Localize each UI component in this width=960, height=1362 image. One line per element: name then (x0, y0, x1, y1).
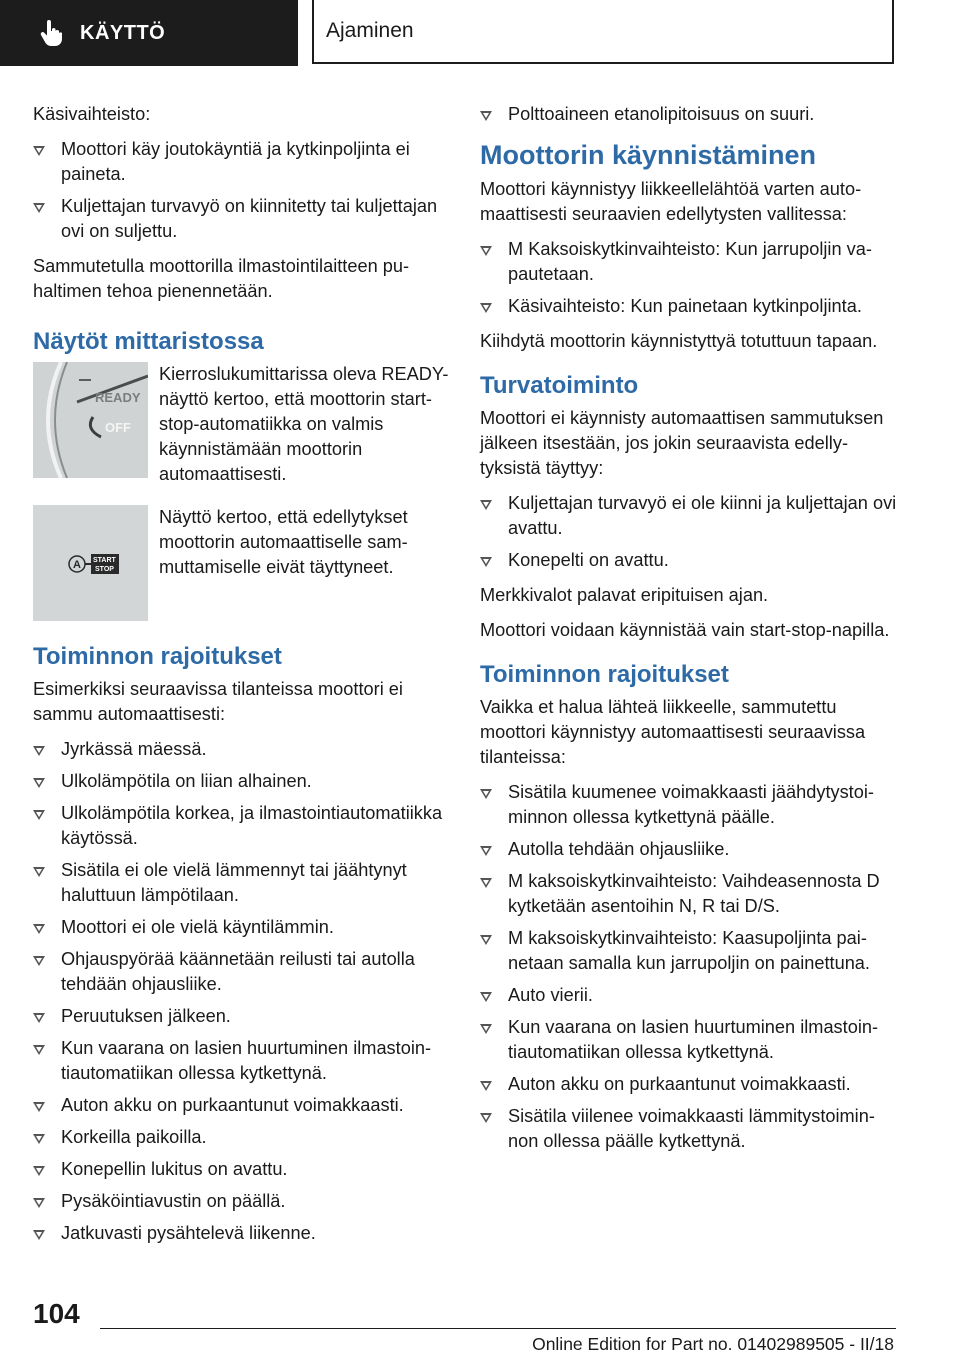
right-column (480, 102, 898, 1164)
list-item: M Kaksoiskytkinvaihteisto: Kun jarrupoljin vapautetaan. (480, 237, 898, 287)
heading-safety: Turvatoiminto (480, 372, 639, 399)
hand-pointer-icon (38, 20, 64, 46)
triangle-bullet-icon (480, 789, 492, 799)
triangle-bullet-icon (33, 146, 45, 156)
chapter-tab (312, 0, 894, 64)
triangle-bullet-icon (33, 956, 45, 966)
triangle-bullet-icon (480, 878, 492, 888)
list-item: Kun vaarana on lasien huurtuminen ilmastointiautomatiikan ollessa kytkettynä. (33, 1036, 451, 1086)
list-item: Kuljettajan turvavyö on kiinnitetty tai kuljettajan ovi on suljettu. (33, 194, 451, 244)
start-list (480, 237, 898, 319)
chapter-title: Ajaminen (326, 19, 414, 42)
list-item: Konepelti on avattu. (480, 548, 898, 573)
triangle-bullet-icon (33, 746, 45, 756)
safety-note-2: Moottori voidaan käynnistää vain start-stop-napilla. (480, 620, 890, 640)
list-item: Käsivaihteisto: Kun painetaan kytkinpoljinta. (480, 294, 898, 319)
start-stop-display-image (33, 505, 148, 621)
list-item: Konepellin lukitus on avattu. (33, 1157, 451, 1182)
ac-note: Sammutetulla moottorilla ilmastointilaitteen puhaltimen tehoa pienennetään. (33, 256, 410, 301)
triangle-bullet-icon (480, 557, 492, 567)
triangle-bullet-icon (33, 867, 45, 877)
heading-limits: Toiminnon rajoitukset (33, 643, 282, 670)
list-item: M kaksoiskytkinvaihteisto: Kaasupoljinta painetaan samalla kun jarrupoljin on painettuna. (480, 926, 898, 976)
svg-text:STOP: STOP (95, 566, 114, 573)
list-item: M kaksoiskytkinvaihteisto: Vaihdeasennosta D kytketään asentoihin N, R tai D/S. (480, 869, 898, 919)
list-item: Auto vierii. (480, 983, 898, 1008)
triangle-bullet-icon (33, 1198, 45, 1208)
triangle-bullet-icon (33, 1013, 45, 1023)
safety-note-1: Merkkivalot palavat eripituisen ajan. (480, 585, 769, 605)
list-item: Kun vaarana on lasien huurtuminen ilmastointiautomatiikan ollessa kytkettynä. (480, 1015, 898, 1065)
start-stop-description: Näyttö kertoo, että edellytykset moottorin automaattiselle sammuttamiselle eivät täyttyneet. (159, 507, 408, 577)
triangle-bullet-icon (33, 203, 45, 213)
figure-ready (33, 362, 451, 487)
list-item: Auton akku on purkaantunut voimakkaasti. (33, 1093, 451, 1118)
figure-start-stop (33, 505, 451, 621)
ready-display-image (33, 362, 148, 478)
edition-note: Online Edition for Part no. 01402989505 - II/18 (532, 1334, 894, 1354)
triangle-bullet-icon (480, 246, 492, 256)
triangle-bullet-icon (33, 1102, 45, 1112)
triangle-bullet-icon (480, 111, 492, 121)
ready-description: Kierroslukumittarissa oleva READY-näyttö kertoo, että moottorin start-stop-automatiikka on valmis käynnistämään moottorin automaattisesti. (159, 364, 449, 484)
list-item: Moottori käy joutokäyntiä ja kytkinpoljinta ei paineta. (33, 137, 451, 187)
top-list (480, 102, 898, 127)
list-item: Ulkolämpötila korkea, ja ilmastointiautomatiikka käytössä. (33, 801, 451, 851)
list-item: Jatkuvasti pysähtelevä liikenne. (33, 1221, 451, 1246)
limits2-list (480, 780, 898, 1154)
section-title: KÄYTTÖ (80, 21, 166, 44)
triangle-bullet-icon (33, 1230, 45, 1240)
triangle-bullet-icon (33, 1045, 45, 1055)
list-item: Korkeilla paikoilla. (33, 1125, 451, 1150)
limits2-intro: Vaikka et halua lähteä liikkeelle, sammutettu moottori käynnistyy automaattisesti seuraavissa tilanteissa: (480, 697, 866, 767)
intro-list (33, 137, 451, 244)
left-column (33, 102, 451, 1256)
page-number: 104 (33, 1298, 80, 1329)
start-stop-indicator-icon (33, 505, 148, 621)
start-intro: Moottori käynnistyy liikkeellelähtöä varten automaattisesti seuraavien edellytysten vallitessa: (480, 179, 862, 224)
triangle-bullet-icon (480, 1024, 492, 1034)
list-item: Peruutuksen jälkeen. (33, 1004, 451, 1029)
footer-divider (100, 1328, 896, 1329)
triangle-bullet-icon (480, 500, 492, 510)
svg-text:READY: READY (95, 390, 141, 405)
list-item: Sisätila ei ole vielä lämmennyt tai jäähtynyt haluttuun lämpötilaan. (33, 858, 451, 908)
list-item: Polttoaineen etanolipitoisuus on suuri. (480, 102, 898, 127)
heading-limits-2: Toiminnon rajoitukset (480, 661, 729, 688)
list-item: Jyrkässä mäessä. (33, 737, 451, 762)
list-item: Pysäköintiavustin on päällä. (33, 1189, 451, 1214)
triangle-bullet-icon (33, 1134, 45, 1144)
safety-list (480, 491, 898, 573)
triangle-bullet-icon (480, 303, 492, 313)
triangle-bullet-icon (480, 1113, 492, 1123)
triangle-bullet-icon (33, 924, 45, 934)
list-item: Kuljettajan turvavyö ei ole kiinni ja kuljettajan ovi avattu. (480, 491, 898, 541)
list-item: Ohjauspyörää käännetään reilusti tai autolla tehdään ohjausliike. (33, 947, 451, 997)
triangle-bullet-icon (480, 935, 492, 945)
list-item: Ulkolämpötila on liian alhainen. (33, 769, 451, 794)
triangle-bullet-icon (33, 810, 45, 820)
svg-text:A: A (73, 559, 81, 571)
page-header (0, 0, 960, 66)
triangle-bullet-icon (33, 778, 45, 788)
list-item: Auton akku on purkaantunut voimakkaasti. (480, 1072, 898, 1097)
limits-intro: Esimerkiksi seuraavissa tilanteissa moottori ei sammu automaattisesti: (33, 679, 403, 724)
triangle-bullet-icon (33, 1166, 45, 1176)
section-tab (0, 0, 298, 66)
start-note: Kiihdytä moottorin käynnistyttyä totuttuun tapaan. (480, 331, 878, 351)
list-item: Autolla tehdään ohjausliike. (480, 837, 898, 862)
limits-list (33, 737, 451, 1246)
triangle-bullet-icon (480, 846, 492, 856)
safety-intro: Moottori ei käynnisty automaattisen sammutuksen jälkeen itsestään, jos jokin seuraavista edellytyksistä täyttyy: (480, 408, 884, 478)
intro-label: Käsivaihteisto: (33, 104, 151, 124)
heading-displays: Näytöt mittaristossa (33, 328, 264, 355)
triangle-bullet-icon (480, 992, 492, 1002)
triangle-bullet-icon (480, 1081, 492, 1091)
svg-text:START: START (93, 557, 116, 564)
svg-text:OFF: OFF (105, 420, 131, 435)
tachometer-ready-icon (33, 362, 148, 478)
list-item: Sisätila viilenee voimakkaasti lämmitystoiminnon ollessa päälle kytkettynä. (480, 1104, 898, 1154)
list-item: Sisätila kuumenee voimakkaasti jäähdytystoiminnon ollessa kytkettynä päälle. (480, 780, 898, 830)
heading-engine-start: Moottorin käynnistäminen (480, 140, 817, 170)
list-item: Moottori ei ole vielä käyntilämmin. (33, 915, 451, 940)
